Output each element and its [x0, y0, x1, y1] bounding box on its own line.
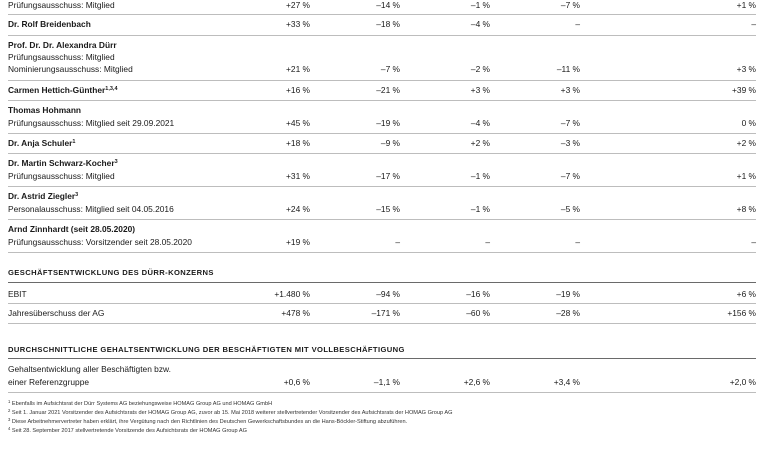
row-divider — [8, 252, 756, 253]
row-divider — [8, 100, 756, 101]
member-name: Thomas Hohmann — [8, 105, 82, 115]
footnote-ref: 3 — [114, 159, 118, 165]
footnote-text: Ebenfalls im Aufsichtsrat der Dürr Systems AG beziehungsweise HOMAG Group AG und HOMAG GmbH — [11, 401, 273, 407]
footnote-ref: 1 — [72, 139, 76, 145]
section-divider — [8, 282, 756, 283]
member-name-text: Dr. Martin Schwarz-Kocher — [8, 158, 115, 168]
value-cell: –1 % — [470, 171, 490, 181]
footnote-mark: 2 — [8, 408, 11, 413]
value-cell: +21 % — [286, 64, 310, 74]
value-cell: +2,6 % — [463, 377, 490, 387]
value-cell: –18 % — [376, 19, 400, 29]
value-cell: +6 % — [736, 289, 756, 299]
value-cell: +2 % — [736, 138, 756, 148]
value-cell: – — [485, 237, 490, 247]
value-cell: –7 % — [560, 118, 580, 128]
member-name-text: Dr. Anja Schuler — [8, 138, 73, 148]
member-name: Prof. Dr. Dr. Alexandra Dürr — [8, 40, 117, 50]
value-cell: –1,1 % — [373, 377, 400, 387]
member-name-text: Carmen Hettich-Günther — [8, 85, 106, 95]
footnote — [8, 401, 272, 409]
member-name — [8, 138, 75, 149]
value-cell: –16 % — [466, 289, 490, 299]
member-name — [8, 158, 118, 169]
row-divider — [8, 14, 756, 15]
member-name: Arnd Zinnhardt (seit 28.05.2020) — [8, 224, 136, 234]
row-divider — [8, 392, 756, 393]
value-cell: +3 % — [470, 85, 490, 95]
value-cell: +24 % — [286, 204, 310, 214]
value-cell: –7 % — [560, 171, 580, 181]
value-cell: –19 % — [556, 289, 580, 299]
value-cell: –7 % — [380, 64, 400, 74]
committee-role: Prüfungsausschuss: Mitglied — [8, 52, 115, 62]
value-cell: – — [395, 237, 400, 247]
value-cell: –17 % — [376, 171, 400, 181]
section-title-konzern: GESCHÄFTSENTWICKLUNG DES DÜRR-KONZERNS — [8, 268, 214, 277]
metric-label: Gehaltsentwicklung aller Beschäftigten bzw. — [8, 364, 171, 374]
value-cell: –9 % — [380, 138, 400, 148]
value-cell: –4 % — [470, 19, 490, 29]
value-cell: – — [751, 19, 756, 29]
value-cell: – — [575, 19, 580, 29]
value-cell: +0,6 % — [283, 377, 310, 387]
value-cell: +1 % — [736, 0, 756, 10]
footnote-ref: 1,3,4 — [105, 86, 118, 92]
value-cell: +1 % — [736, 171, 756, 181]
member-name-text: Dr. Astrid Ziegler — [8, 191, 76, 201]
committee-role: Prüfungsausschuss: Mitglied seit 29.09.2021 — [8, 118, 175, 128]
value-cell: +8 % — [736, 204, 756, 214]
value-cell: –11 % — [556, 64, 580, 74]
value-cell: +33 % — [286, 19, 310, 29]
value-cell: –1 % — [470, 0, 490, 10]
member-name — [8, 85, 118, 96]
value-cell: –2 % — [470, 64, 490, 74]
value-cell: +156 % — [727, 308, 756, 318]
footnote — [8, 428, 247, 436]
row-divider — [8, 133, 756, 134]
value-cell: –15 % — [376, 204, 400, 214]
footnote-text: Seit 28. September 2017 stellvertretende Vorsitzende des Aufsichtsrats der HOMAG Group AG — [11, 428, 247, 434]
value-cell: –171 % — [371, 308, 400, 318]
value-cell: +3 % — [560, 85, 580, 95]
section-divider — [8, 358, 756, 359]
metric-label: einer Referenzgruppe — [8, 377, 90, 387]
member-name — [8, 191, 78, 202]
value-cell: – — [751, 237, 756, 247]
value-cell: +478 % — [281, 308, 310, 318]
footnote-text: Seit 1. Januar 2021 Vorsitzender des Aufsichtsrats der HOMAG Group AG, zuvor ab 15. Mai 2018 weiterer stellvertretender Vorsitzender des Aufsichtsrats der HOMAG Group AG — [11, 410, 453, 416]
footnote-mark: 4 — [8, 426, 11, 431]
section-title-gehalt: DURCHSCHNITTLICHE GEHALTSENTWICKLUNG DER BESCHÄFTIGTEN MIT VOLLBESCHÄFTIGUNG — [8, 345, 405, 354]
value-cell: +3 % — [736, 64, 756, 74]
value-cell: – — [575, 237, 580, 247]
value-cell: +16 % — [286, 85, 310, 95]
committee-role: Personalausschuss: Mitglied seit 04.05.2016 — [8, 204, 174, 214]
value-cell: –19 % — [376, 118, 400, 128]
metric-label: EBIT — [8, 289, 27, 299]
row-label-line: Prüfungsausschuss: Mitglied — [8, 0, 115, 10]
value-cell: –21 % — [376, 85, 400, 95]
value-cell: +3,4 % — [553, 377, 580, 387]
value-cell: +31 % — [286, 171, 310, 181]
value-cell: –5 % — [560, 204, 580, 214]
committee-role: Prüfungsausschuss: Mitglied — [8, 171, 115, 181]
value-cell: –7 % — [560, 0, 580, 10]
row-divider — [8, 153, 756, 154]
value-cell: –60 % — [466, 308, 490, 318]
value-cell: –94 % — [376, 289, 400, 299]
footnote — [8, 419, 407, 427]
footnote-text: Diese Arbeitnehmervertreter haben erklärt, ihre Vergütung nach den Richtlinien des Deutschen Gewerkschaftsbundes an die Hans-Böckler-Stiftung abzuführen. — [11, 419, 408, 425]
row-divider — [8, 186, 756, 187]
value-cell: –14 % — [376, 0, 400, 10]
member-name: Dr. Rolf Breidenbach — [8, 19, 91, 29]
value-cell: +19 % — [286, 237, 310, 247]
committee-role: Nominierungsausschuss: Mitglied — [8, 64, 133, 74]
value-cell: +1.480 % — [274, 289, 310, 299]
value-cell: –3 % — [560, 138, 580, 148]
value-cell: +45 % — [286, 118, 310, 128]
row-divider — [8, 80, 756, 81]
footnote-ref: 3 — [75, 192, 79, 198]
value-cell: –4 % — [470, 118, 490, 128]
footnote-mark: 1 — [8, 399, 11, 404]
value-cell: +2,0 % — [729, 377, 756, 387]
footnote — [8, 410, 452, 418]
value-cell: –1 % — [470, 204, 490, 214]
value-cell: +18 % — [286, 138, 310, 148]
row-divider — [8, 219, 756, 220]
row-divider — [8, 303, 756, 304]
metric-label: Jahresüberschuss der AG — [8, 308, 105, 318]
row-divider — [8, 35, 756, 36]
value-cell: +2 % — [470, 138, 490, 148]
footnote-mark: 3 — [8, 417, 11, 422]
value-cell: 0 % — [741, 118, 756, 128]
value-cell: +39 % — [732, 85, 756, 95]
value-cell: –28 % — [556, 308, 580, 318]
value-cell: +27 % — [286, 0, 310, 10]
row-divider — [8, 323, 756, 324]
committee-role: Prüfungsausschuss: Vorsitzender seit 28.05.2020 — [8, 237, 192, 247]
